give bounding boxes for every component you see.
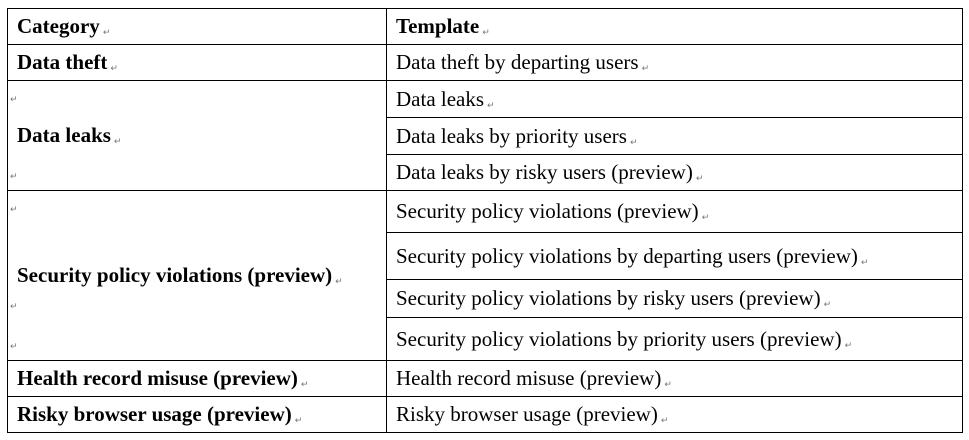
paragraph-mark-icon: ↵ [10,302,18,312]
paragraph-mark-icon: ↵ [10,172,18,182]
header-template: Template ↵ [387,9,963,45]
category-cell: ↵ Security policy violations (preview) ↵ ↵ ↵ [8,191,387,361]
template-cell: Security policy violations by departing users (preview) ↵ [387,233,963,280]
paragraph-mark-icon: ↵ [335,277,343,287]
paragraph-mark-icon: ↵ [294,416,303,426]
table-header-row [8,9,963,45]
template-cell: Data leaks by risky users (preview) ↵ [387,155,963,191]
paragraph-mark-icon: ↵ [844,340,853,351]
template-cell: Risky browser usage (preview) ↵ [387,397,963,433]
template-table [7,8,962,432]
paragraph-mark-icon: ↵ [113,137,122,147]
template-cell: Security policy violations (preview) ↵ [387,191,963,233]
paragraph-mark-icon: ↵ [701,213,710,223]
table-row [8,81,963,118]
template-cell: Data theft by departing users ↵ [387,45,963,81]
category-cell: ↵ Data leaks ↵ ↵ [8,81,387,191]
table-row [8,361,963,397]
category-cell: Risky browser usage (preview) ↵ [8,397,387,433]
paragraph-mark-icon: ↵ [487,100,495,111]
paragraph-mark-icon: ↵ [102,28,111,38]
category-cell: Health record misuse (preview) ↵ [8,361,387,397]
table-row [8,397,963,433]
paragraph-mark-icon: ↵ [695,174,704,184]
paragraph-mark-icon: ↵ [823,300,832,310]
table-row [8,45,963,81]
template-cell: Security policy violations by priority users (preview) ↵ [387,318,963,361]
category-cell: Data theft ↵ [8,45,387,81]
paragraph-mark-icon: ↵ [10,205,18,215]
paragraph-mark-icon: ↵ [629,137,638,148]
template-cell: Health record misuse (preview) ↵ [387,361,963,397]
paragraph-mark-icon: ↵ [482,28,490,38]
paragraph-mark-icon: ↵ [664,380,672,390]
paragraph-mark-icon: ↵ [660,416,669,426]
paragraph-mark-icon: ↵ [641,64,650,74]
table-row [8,191,963,233]
template-cell: Data leaks ↵ [387,81,963,118]
paragraph-mark-icon: ↵ [10,342,18,352]
paragraph-mark-icon: ↵ [10,95,18,105]
paragraph-mark-icon: ↵ [860,257,869,268]
paragraph-mark-icon: ↵ [110,64,118,74]
template-cell: Security policy violations by risky users (preview) ↵ [387,280,963,318]
header-category: Category ↵ [8,9,387,45]
template-cell: Data leaks by priority users ↵ [387,118,963,155]
paragraph-mark-icon: ↵ [300,380,309,390]
